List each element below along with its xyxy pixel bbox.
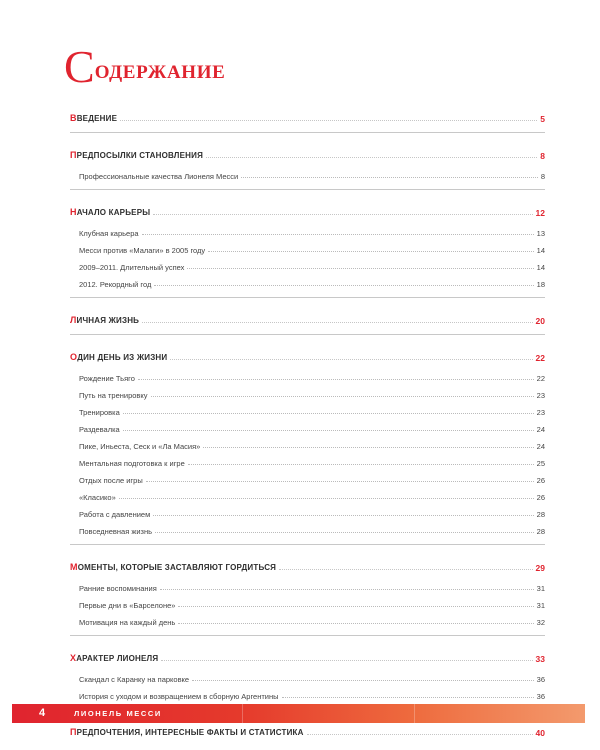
footer-bar <box>12 704 585 723</box>
section-divider <box>70 635 545 636</box>
toc-subsection-page: 24 <box>536 442 545 451</box>
toc-subsection-page: 28 <box>536 527 545 536</box>
toc-chapter-text: ДИН ДЕНЬ ИЗ ЖИЗНИ <box>77 353 168 362</box>
toc-section <box>70 345 545 545</box>
toc-chapter-title <box>70 113 117 124</box>
toc-subsection-row[interactable] <box>79 451 545 468</box>
dot-leader <box>154 284 533 286</box>
toc-chapter-text: ОМЕНТЫ, КОТОРЫЕ ЗАСТАВЛЯЮТ ГОРДИТЬСЯ <box>77 563 277 572</box>
toc-chapter-row[interactable] <box>70 646 545 664</box>
toc-chapter-initial: Н <box>70 207 77 217</box>
toc-subsection-page: 14 <box>536 246 545 255</box>
toc-subsection-row[interactable] <box>79 593 545 610</box>
toc-subsection-title: 2012. Рекордный год <box>79 280 152 289</box>
toc-subsection-page: 36 <box>536 675 545 684</box>
dot-leader <box>178 622 533 624</box>
toc-subsection-page: 14 <box>536 263 545 272</box>
toc-chapter-page: 22 <box>535 353 545 363</box>
dot-leader <box>138 378 534 380</box>
toc-chapter-initial: П <box>70 727 77 737</box>
toc-chapter-page: 5 <box>540 114 545 124</box>
dot-leader <box>123 412 534 414</box>
toc-chapter-row[interactable] <box>70 143 545 161</box>
toc-subsection-title: Пике, Иньеста, Сеск и «Ла Масия» <box>79 442 201 451</box>
toc-subsection-row[interactable] <box>79 576 545 593</box>
toc-subsection-title: Мотивация на каждый день <box>79 618 176 627</box>
dot-leader <box>178 605 533 607</box>
toc-chapter-text: РЕДПОСЫЛКИ СТАНОВЛЕНИЯ <box>76 151 204 160</box>
toc-subsection-row[interactable] <box>79 400 545 417</box>
toc-chapter-page: 12 <box>535 208 545 218</box>
toc-subsection-list <box>70 576 545 627</box>
toc-subsection-page: 31 <box>536 601 545 610</box>
toc-chapter-text: АЧАЛО КАРЬЕРЫ <box>76 208 151 217</box>
footer-page-number: 4 <box>39 707 46 719</box>
toc-subsection-row[interactable] <box>79 502 545 519</box>
toc-subsection-title: Ментальная подготовка к игре <box>79 459 185 468</box>
toc-section <box>70 308 545 335</box>
section-divider <box>70 132 545 133</box>
toc-chapter-text: ИЧНАЯ ЖИЗНЬ <box>76 316 140 325</box>
footer-divider <box>414 704 415 723</box>
dot-leader <box>153 213 532 215</box>
toc-chapter-text: РЕДПОЧТЕНИЯ, ИНТЕРЕСНЫЕ ФАКТЫ И СТАТИСТИКА <box>76 728 304 737</box>
toc-subsection-title: Рождение Тьяго <box>79 374 135 383</box>
toc-section <box>70 200 545 298</box>
title-text: ОДЕРЖАНИЕ <box>94 62 226 83</box>
toc-subsection-title: Тренировка <box>79 408 120 417</box>
toc-subsection-title: Раздевалка <box>79 425 120 434</box>
toc-chapter-title <box>70 727 304 738</box>
toc-subsection-page: 13 <box>536 229 545 238</box>
section-divider <box>70 297 545 298</box>
dot-leader <box>153 514 533 516</box>
toc-subsection-title: Работа с давлением <box>79 510 151 519</box>
toc-subsection-row[interactable] <box>79 434 545 451</box>
dot-leader <box>192 679 534 681</box>
toc-subsection-page: 24 <box>536 425 545 434</box>
dot-leader <box>120 119 537 121</box>
footer-divider <box>242 704 243 723</box>
toc-subsection-page: 32 <box>536 618 545 627</box>
toc-subsection-title: Клубная карьера <box>79 229 139 238</box>
toc-chapter-text: ВЕДЕНИЕ <box>76 114 118 123</box>
toc-chapter-title <box>70 207 150 218</box>
toc-chapter-row[interactable] <box>70 308 545 326</box>
toc-chapter-row[interactable] <box>70 345 545 363</box>
dot-leader <box>151 395 534 397</box>
toc-subsection-row[interactable] <box>79 238 545 255</box>
dot-leader <box>170 358 532 360</box>
dot-leader <box>241 176 538 178</box>
toc-chapter-row[interactable] <box>70 555 545 573</box>
toc-subsection-page: 31 <box>536 584 545 593</box>
toc-subsection-row[interactable] <box>79 667 545 684</box>
toc-subsection-row[interactable] <box>79 684 545 701</box>
dot-leader <box>208 250 534 252</box>
toc-subsection-row[interactable] <box>79 366 545 383</box>
dot-leader <box>142 233 534 235</box>
toc-subsection-title: Ранние воспоминания <box>79 584 157 593</box>
toc-subsection-title: Первые дни в «Барселоне» <box>79 601 176 610</box>
toc-subsection-page: 8 <box>540 172 545 181</box>
toc-subsection-list <box>70 366 545 536</box>
toc-chapter-row[interactable] <box>70 200 545 218</box>
section-divider <box>70 189 545 190</box>
table-of-contents <box>70 106 545 738</box>
toc-subsection-page: 26 <box>536 476 545 485</box>
section-divider <box>70 544 545 545</box>
toc-subsection-page: 26 <box>536 493 545 502</box>
page-title <box>64 42 225 90</box>
toc-subsection-page: 23 <box>536 391 545 400</box>
dot-leader <box>123 429 534 431</box>
toc-chapter-initial: П <box>70 150 77 160</box>
dot-leader <box>142 321 532 323</box>
toc-subsection-title: Месси против «Малаги» в 2005 году <box>79 246 206 255</box>
dot-leader <box>188 463 534 465</box>
dot-leader <box>119 497 534 499</box>
toc-chapter-page: 40 <box>535 728 545 738</box>
toc-subsection-row[interactable] <box>79 221 545 238</box>
toc-chapter-initial: Х <box>70 653 77 663</box>
toc-subsection-title: Повседневная жизнь <box>79 527 153 536</box>
section-divider <box>70 334 545 335</box>
toc-chapter-initial: В <box>70 113 77 123</box>
toc-subsection-title: Путь на тренировку <box>79 391 148 400</box>
toc-subsection-page: 36 <box>536 692 545 701</box>
dot-leader <box>307 733 533 735</box>
toc-subsection-list <box>70 667 545 701</box>
toc-subsection-title: История с уходом и возвращением в сборную Аргентины <box>79 692 279 701</box>
toc-section <box>70 646 545 710</box>
toc-subsection-title: Отдых после игры <box>79 476 143 485</box>
toc-chapter-text: АРАКТЕР ЛИОНЕЛЯ <box>76 654 159 663</box>
dot-leader <box>203 446 533 448</box>
toc-chapter-page: 33 <box>535 654 545 664</box>
toc-chapter-page: 8 <box>540 151 545 161</box>
toc-subsection-title: «Класико» <box>79 493 116 502</box>
toc-subsection-list <box>70 221 545 289</box>
toc-subsection-page: 22 <box>536 374 545 383</box>
dot-leader <box>187 267 533 269</box>
toc-subsection-row[interactable] <box>79 485 545 502</box>
toc-subsection-row[interactable] <box>79 610 545 627</box>
toc-subsection-list <box>70 164 545 181</box>
dot-leader <box>282 696 534 698</box>
toc-chapter-title <box>70 562 276 573</box>
toc-subsection-title: Скандал с Каранку на парковке <box>79 675 190 684</box>
toc-chapter-initial: М <box>70 562 78 572</box>
toc-chapter-title <box>70 352 167 363</box>
footer-running-title: ЛИОНЕЛЬ МЕССИ <box>74 709 162 718</box>
dot-leader <box>206 156 537 158</box>
toc-subsection-row[interactable] <box>79 164 545 181</box>
toc-chapter-title <box>70 315 139 326</box>
toc-chapter-row[interactable] <box>70 106 545 124</box>
dot-leader <box>279 568 532 570</box>
toc-section <box>70 143 545 190</box>
dot-leader <box>155 531 534 533</box>
toc-subsection-title: Профессиональные качества Лионеля Месси <box>79 172 239 181</box>
toc-chapter-initial: О <box>70 352 78 362</box>
title-initial-letter: С <box>64 41 94 92</box>
toc-subsection-page: 18 <box>536 280 545 289</box>
toc-subsection-row[interactable] <box>79 519 545 536</box>
toc-subsection-row[interactable] <box>79 272 545 289</box>
toc-chapter-page: 20 <box>535 316 545 326</box>
toc-subsection-page: 23 <box>536 408 545 417</box>
toc-section <box>70 106 545 133</box>
toc-subsection-row[interactable] <box>79 468 545 485</box>
toc-chapter-title <box>70 150 203 161</box>
toc-section <box>70 555 545 636</box>
toc-chapter-initial: Л <box>70 315 77 325</box>
toc-subsection-row[interactable] <box>79 255 545 272</box>
toc-subsection-page: 25 <box>536 459 545 468</box>
toc-subsection-row[interactable] <box>79 417 545 434</box>
dot-leader <box>146 480 534 482</box>
toc-chapter-page: 29 <box>535 563 545 573</box>
toc-chapter-title <box>70 653 158 664</box>
dot-leader <box>160 588 534 590</box>
toc-subsection-page: 28 <box>536 510 545 519</box>
toc-subsection-title: 2009–2011. Длительный успех <box>79 263 185 272</box>
dot-leader <box>161 659 532 661</box>
toc-subsection-row[interactable] <box>79 383 545 400</box>
